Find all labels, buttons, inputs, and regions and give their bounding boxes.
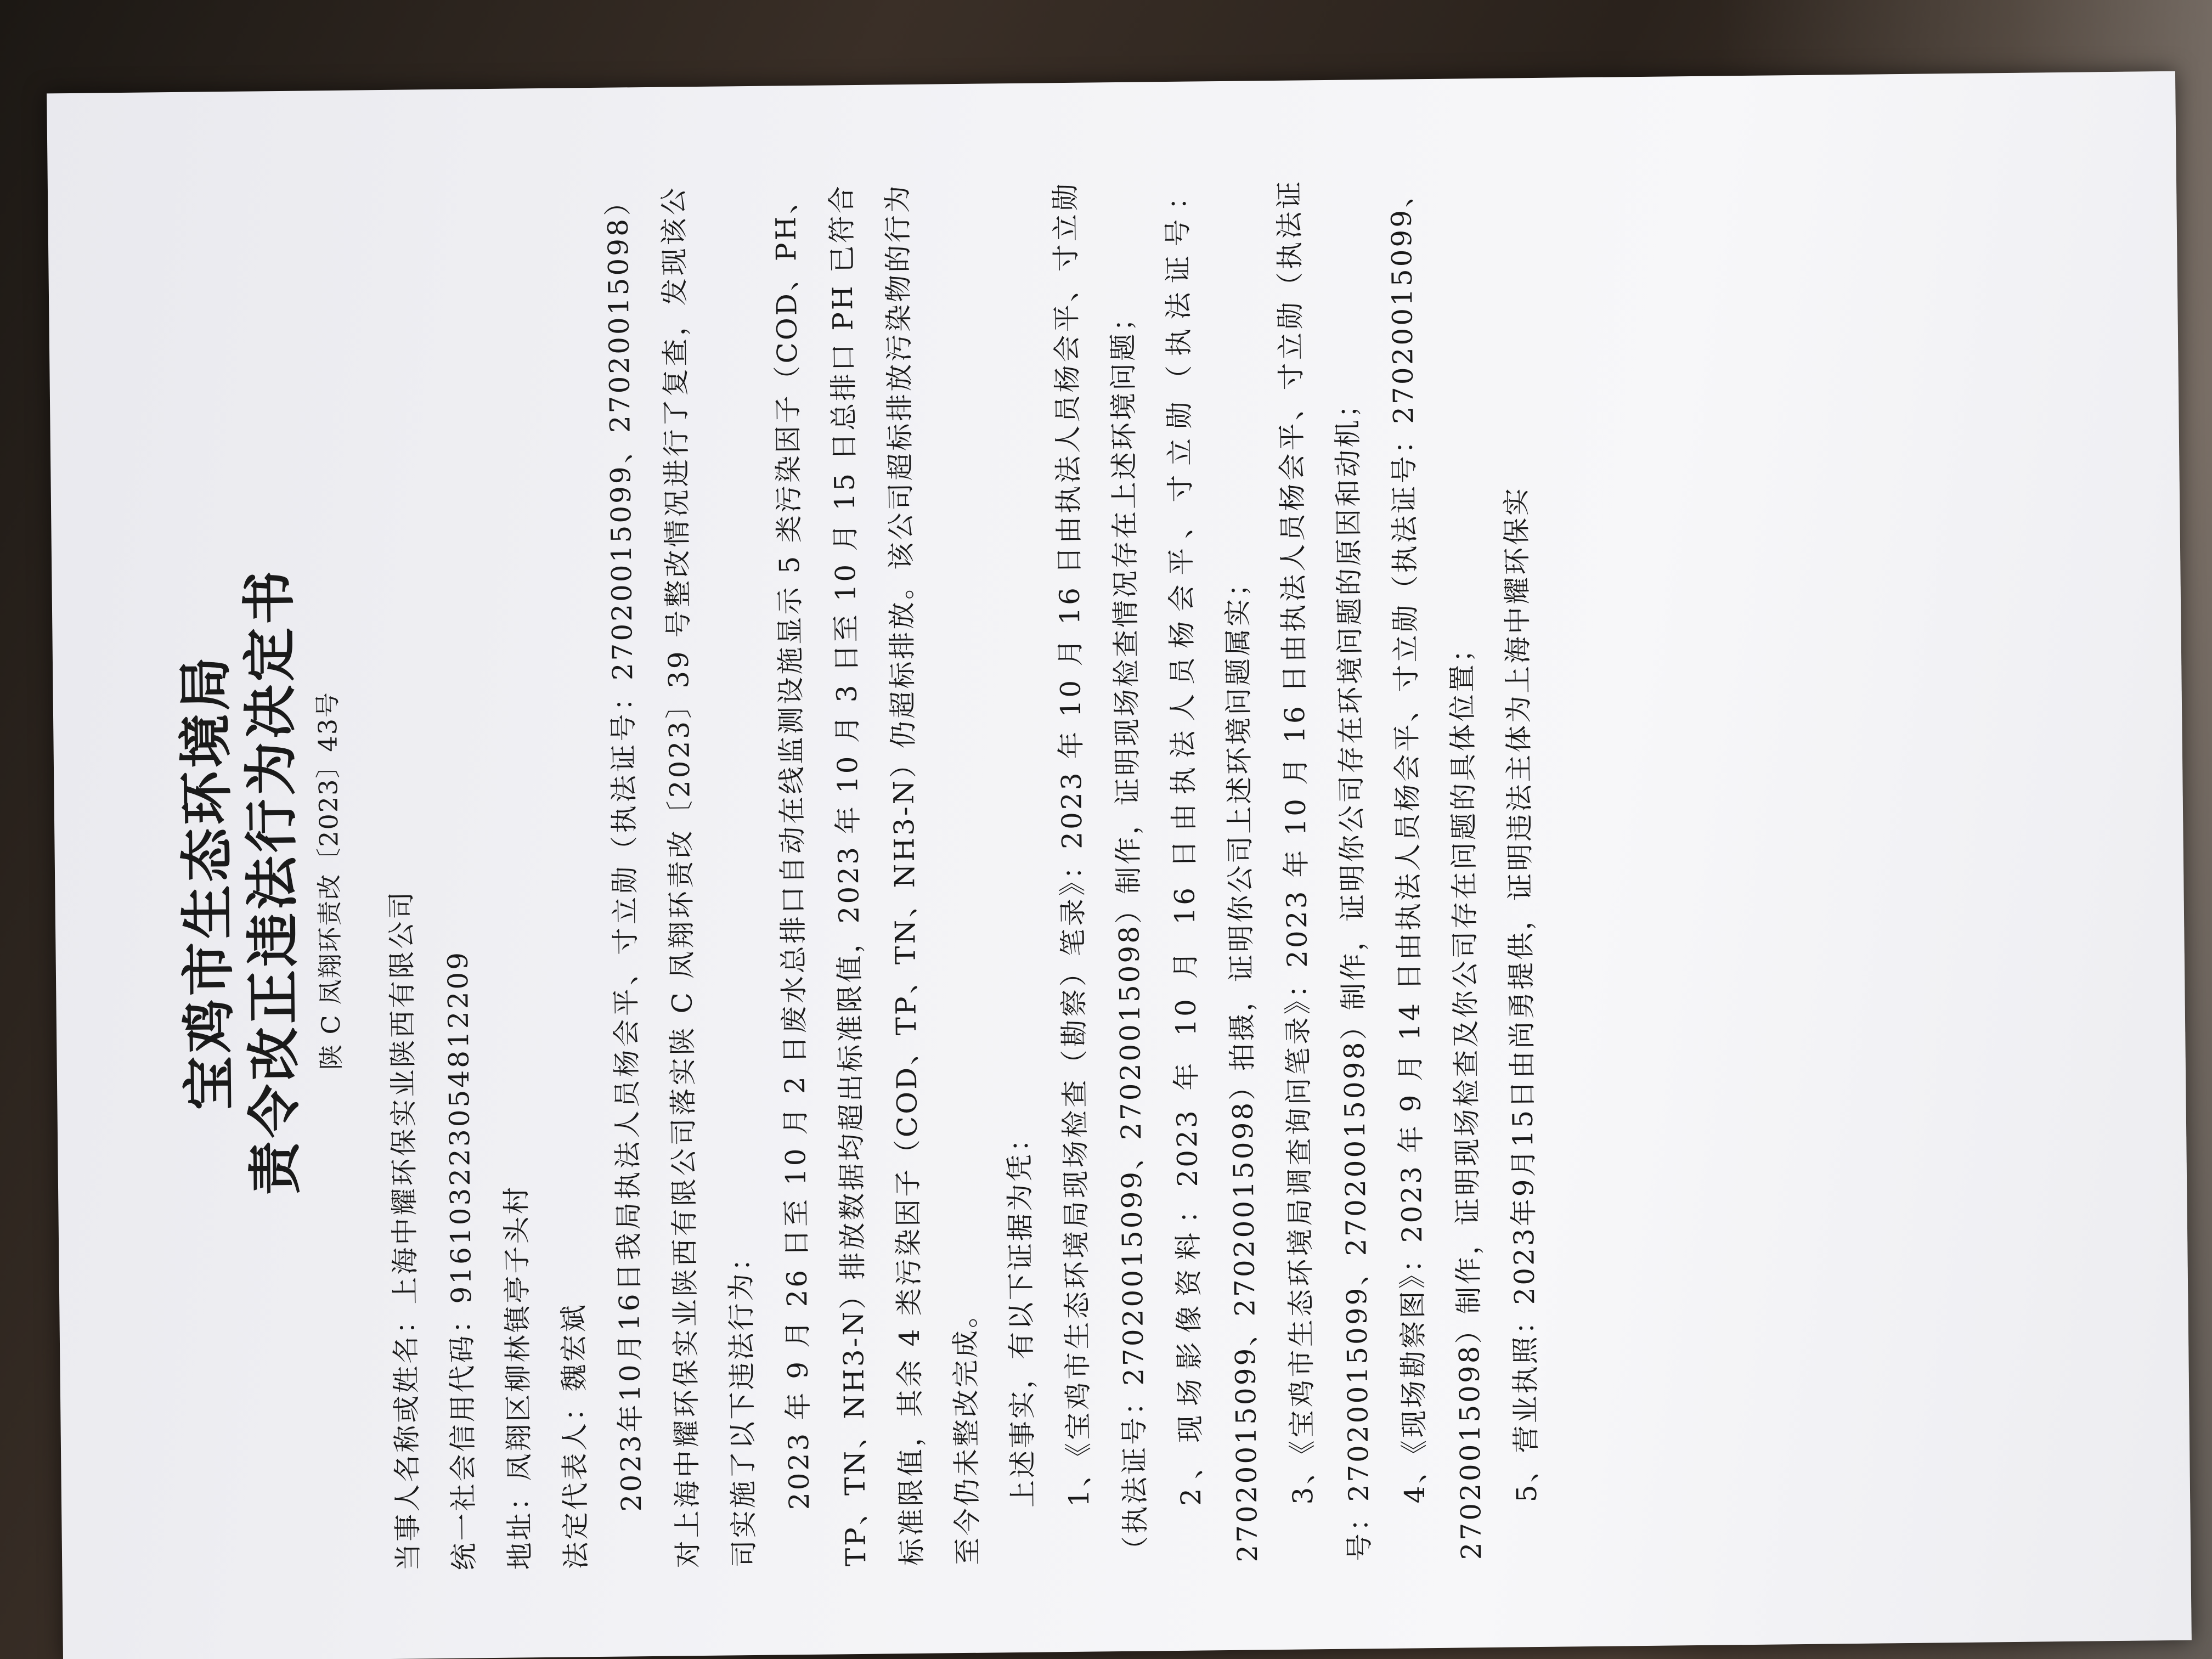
evidence-item: 2、现场影像资料：2023 年 10 月 16 日由执法人员杨会平、寸立勋（执法证号：27020015099、27020015098）拍摄，证明你公司上述环境问题属实； xyxy=(1161,180,1264,1562)
body-paragraph: 2023 年 9 月 26 日至 10 月 2 日废水总排口自动在线监测设施显示 5 类污染因子（COD、PH、TP、TN、NH3-N）排放数据均超出标准限值，2023 年 10 月 3 日至 10 月 15 日总排口 PH 已符合标准限值，其余 4 类污染因子（COD、TP、TN、NH3-N）仍超标排放。该公司超标排放污染物的行为至今仍未整改完成。 xyxy=(769,183,984,1567)
body-paragraph: 上述事实，有以下证据为凭： xyxy=(1003,1122,1040,1508)
evidence-item: 4、《现场勘察图》：2023 年 9 月 14 日由执法人员杨会平、寸立勋（执法证号：27020015099、27020015098）制作，证明现场检查及你公司存在问题的具体位置； xyxy=(1385,178,1488,1560)
document-title: 责令改正违法行为决定书 xyxy=(238,567,308,1195)
field-label: 当事人名称或姓名： xyxy=(390,1304,425,1571)
body-paragraph: 2023年10月16日我局执法人员杨会平、寸立勋（执法证号：27020015099、27020015098）对上海中耀环保实业陕西有限公司落实陕 C 凤翔环责改〔2023〕39 号整改情况进行了复查，发现该公司实施了以下违法行为： xyxy=(601,185,760,1568)
field-value: 91610322305481220​9 xyxy=(442,950,478,1304)
agency-name: 宝鸡市生态环境局 xyxy=(174,653,242,1110)
field-value: 魏宏斌 xyxy=(557,1302,590,1392)
field-value: 上海中耀环保实业陕西有限公司 xyxy=(385,889,422,1305)
field-label: 法定代表人： xyxy=(558,1391,592,1570)
field-label: 地址： xyxy=(503,1481,537,1570)
field-label: 统一社会信用代码： xyxy=(445,1304,481,1571)
evidence-item: 1、《宝鸡市生态环境局现场检查（勘察）笔录》：2023 年 10 月 16 日由执法人员杨会平、寸立勋（执法证号：27020015099、27020015098）制作，证明现场检查情况存在上述环境问题； xyxy=(1049,181,1152,1564)
document-number: 陕 C 凤翔环责改〔2023〕43号 xyxy=(312,691,346,1070)
field-value: 凤翔区柳林镇亭子头村 xyxy=(500,1184,535,1481)
evidence-item: 3、《宝鸡市生态环境局调查询问笔录》：2023 年 10 月 16 日由执法人员杨会平、寸立勋（执法证号：27020015099、27020015098）制作，证明你公司存在环境问题的原因和动机； xyxy=(1273,179,1376,1561)
document-body xyxy=(168,171,2103,1573)
evidence-item: 5、营业执照：2023年9月15日由尚勇提供，证明违法主体为上海中耀环保实 xyxy=(1500,486,1543,1503)
paper-sheet xyxy=(47,71,2192,1659)
